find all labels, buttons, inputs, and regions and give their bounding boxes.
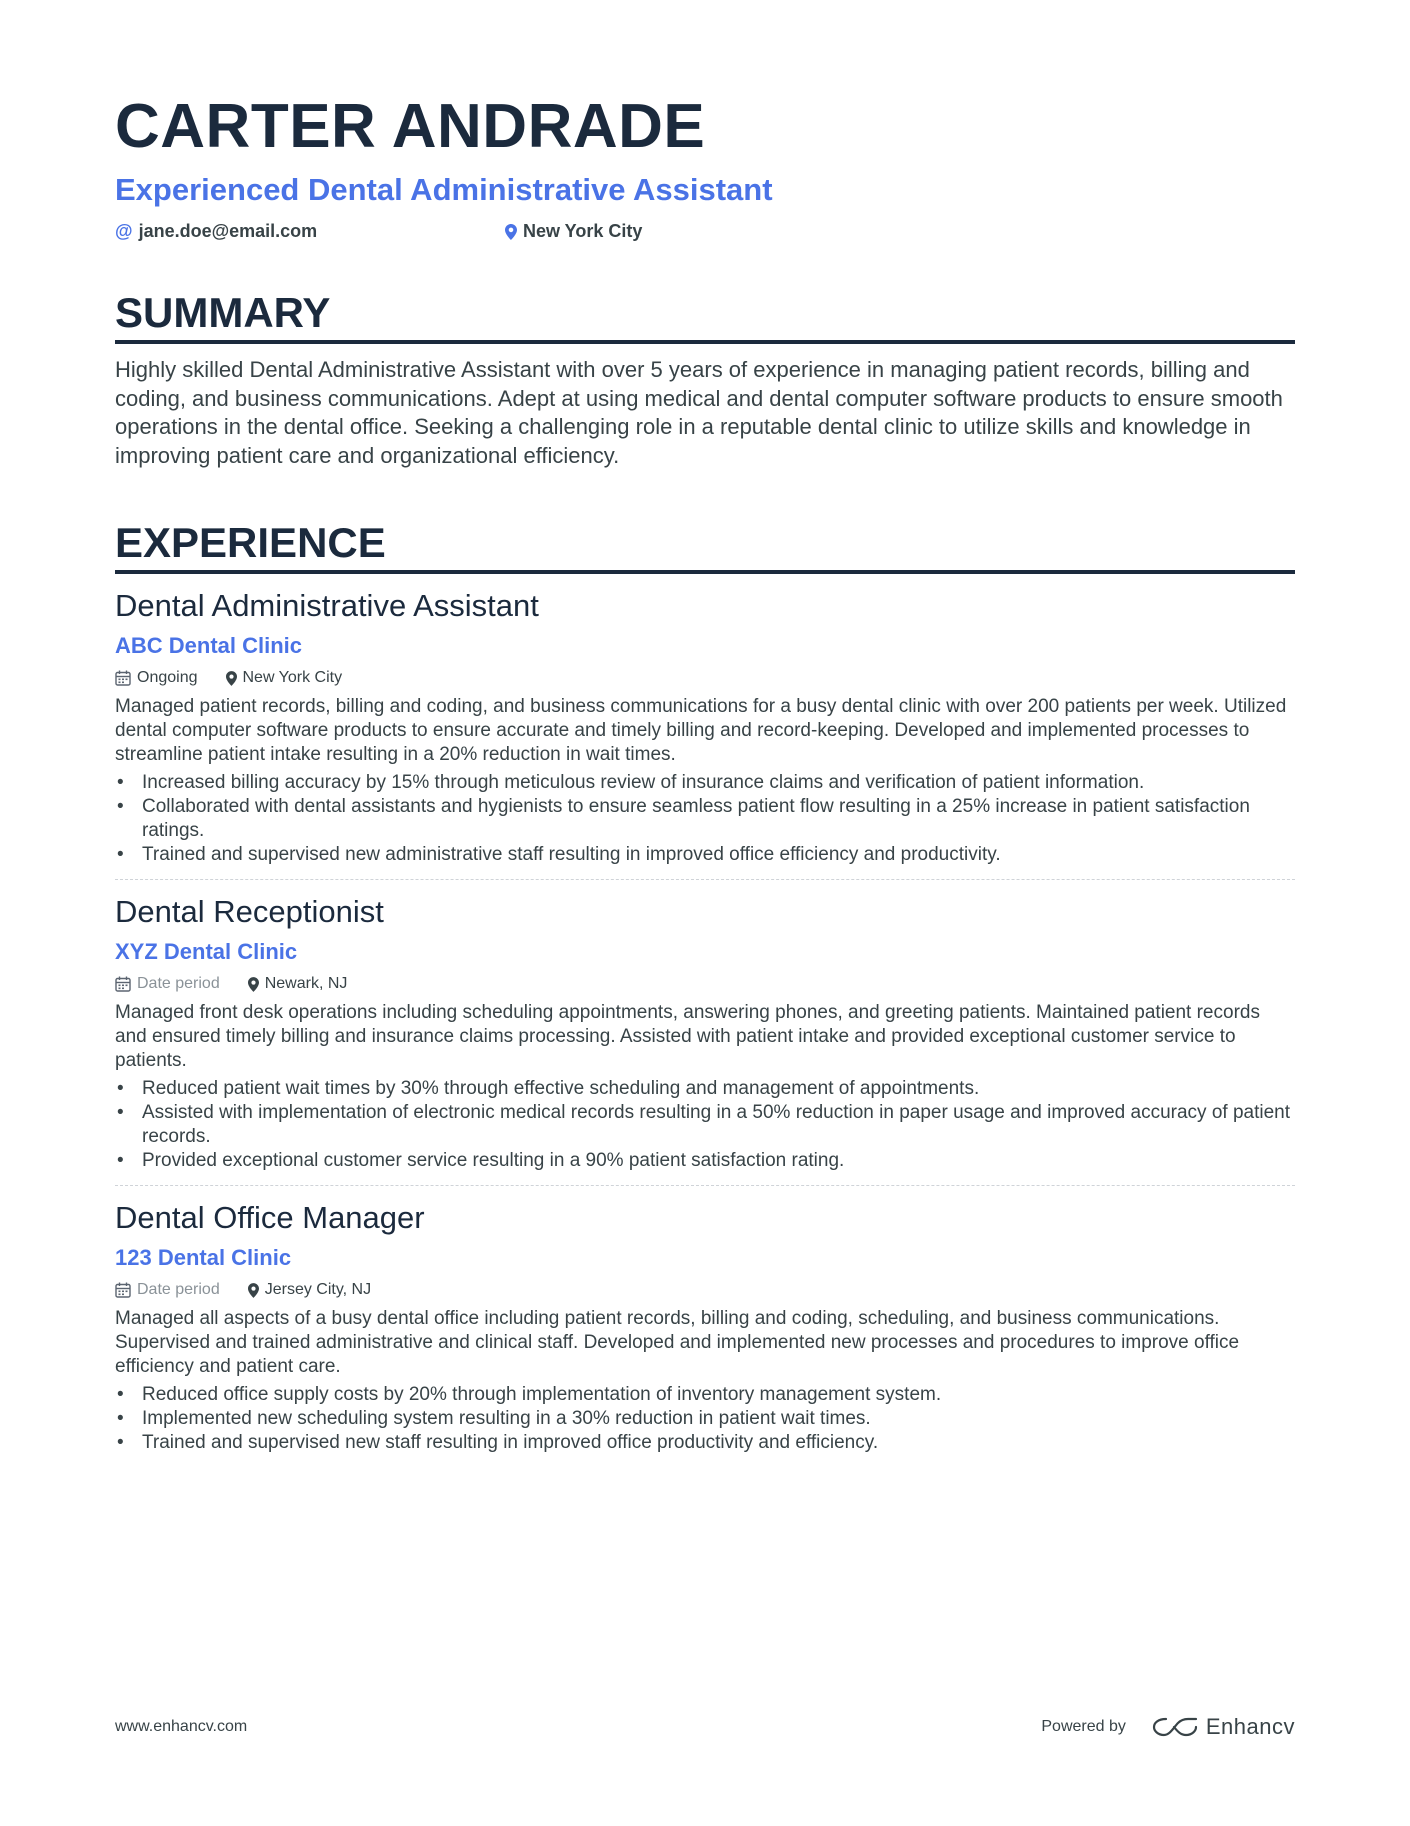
calendar-icon — [115, 670, 131, 686]
achievement-list — [115, 771, 1295, 867]
job-title: Dental Administrative Assistant — [115, 588, 539, 623]
achievement-item: • Collaborated with dental assistants and hygienists to ensure seamless patient flow resulting in a 25% increase in patient satisfaction ratings. — [115, 795, 1295, 843]
location-pin-icon — [226, 671, 237, 686]
contact-email[interactable] — [115, 221, 505, 242]
achievement-item: • Implemented new scheduling system resulting in a 30% reduction in patient wait times. — [115, 1407, 1295, 1431]
candidate-name: CARTER ANDRADE — [115, 92, 706, 161]
job-meta — [115, 1281, 1295, 1299]
job-location — [248, 975, 348, 993]
location-pin-icon — [248, 977, 259, 992]
footer-url-link[interactable]: www.enhancv.com — [115, 1718, 248, 1735]
achievement-list — [115, 1077, 1295, 1173]
job-location — [226, 669, 343, 687]
contact-row — [115, 221, 1295, 242]
achievement-item: • Increased billing accuracy by 15% through meticulous review of insurance claims and verification of patient information. — [115, 771, 1295, 795]
powered-by-text: Powered by — [1041, 1718, 1126, 1735]
at-icon: @ — [115, 221, 133, 241]
achievement-item: • Assisted with implementation of electronic medical records resulting in a 50% reduction in paper usage and improved accuracy of patient records. — [115, 1101, 1295, 1149]
company-name: XYZ Dental Clinic — [115, 939, 298, 964]
achievement-item: • Provided exceptional customer service resulting in a 90% patient satisfaction rating. — [115, 1149, 1295, 1173]
job-location — [248, 1281, 371, 1299]
summary-text: Highly skilled Dental Administrative Assistant with over 5 years of experience in managing patient records, billing and coding, and business communications. Adept at using medical and dental computer software products to ensure smooth operations in the dental office. Seeking a challenging role in a reputable dental clinic to utilize skills and knowledge in improving patient care and organizational efficiency. — [115, 357, 1283, 468]
experience-entry — [115, 574, 1295, 879]
location-pin-icon — [248, 1283, 259, 1298]
achievement-list — [115, 1383, 1295, 1455]
job-title: Dental Office Manager — [115, 1200, 425, 1235]
location-text: New York City — [523, 221, 643, 241]
brand-name: Enhancv — [1205, 1714, 1295, 1739]
enhancv-logo[interactable] — [1152, 1714, 1295, 1740]
achievement-item: • Reduced office supply costs by 20% through implementation of inventory management system. — [115, 1383, 1295, 1407]
job-title: Dental Receptionist — [115, 894, 384, 929]
location-text: New York City — [242, 669, 343, 686]
job-period — [115, 669, 198, 687]
summary-section — [115, 289, 1295, 470]
location-text: Jersey City, NJ — [264, 1281, 372, 1298]
job-period — [115, 975, 220, 993]
job-description: Managed all aspects of a busy dental office including patient records, billing and coding, scheduling, and business communications. Supervised and trained administrative and clinical staff. Developed and implemented new processes and procedures to improve office efficiency and patient care. — [115, 1308, 1240, 1377]
footer-branding — [1041, 1714, 1295, 1740]
candidate-headline: Experienced Dental Administrative Assistant — [115, 172, 773, 207]
contact-location — [505, 221, 642, 242]
company-name: ABC Dental Clinic — [115, 633, 303, 658]
job-period — [115, 1281, 220, 1299]
page-footer — [115, 1714, 1295, 1740]
experience-section — [115, 519, 1295, 1467]
period-text: Date period — [137, 1281, 220, 1298]
job-meta — [115, 669, 1295, 687]
calendar-icon — [115, 976, 131, 992]
period-text: Ongoing — [137, 669, 198, 686]
experience-entry — [115, 1185, 1295, 1467]
achievement-item: • Reduced patient wait times by 30% through effective scheduling and management of appointments. — [115, 1077, 1295, 1101]
job-meta — [115, 975, 1295, 993]
email-text: jane.doe@email.com — [138, 221, 318, 241]
achievement-item: • Trained and supervised new staff resulting in improved office productivity and efficiency. — [115, 1431, 1295, 1455]
experience-title: EXPERIENCE — [115, 522, 1295, 574]
achievement-item: • Trained and supervised new administrative staff resulting in improved office efficiency and productivity. — [115, 843, 1295, 867]
experience-entry — [115, 879, 1295, 1185]
company-name: 123 Dental Clinic — [115, 1245, 292, 1270]
job-description: Managed front desk operations including scheduling appointments, answering phones, and greeting patients. Maintained patient records and ensured timely billing and insurance claims processing. Assisted with patient intake and provided exceptional customer service to patients. — [115, 1002, 1260, 1071]
job-description: Managed patient records, billing and coding, and business communications for a busy dental clinic with over 200 patients per week. Utilized dental computer software products to ensure accurate and timely billing and record-keeping. Developed and implemented processes to streamline patient intake resulting in a 20% reduction in wait times. — [115, 696, 1287, 765]
calendar-icon — [115, 1282, 131, 1298]
resume-page — [115, 92, 1295, 1467]
period-text: Date period — [137, 975, 220, 992]
summary-title: SUMMARY — [115, 292, 1295, 344]
enhancv-logo-icon — [1152, 1715, 1198, 1739]
location-text: Newark, NJ — [264, 975, 348, 992]
location-pin-icon — [505, 224, 517, 240]
